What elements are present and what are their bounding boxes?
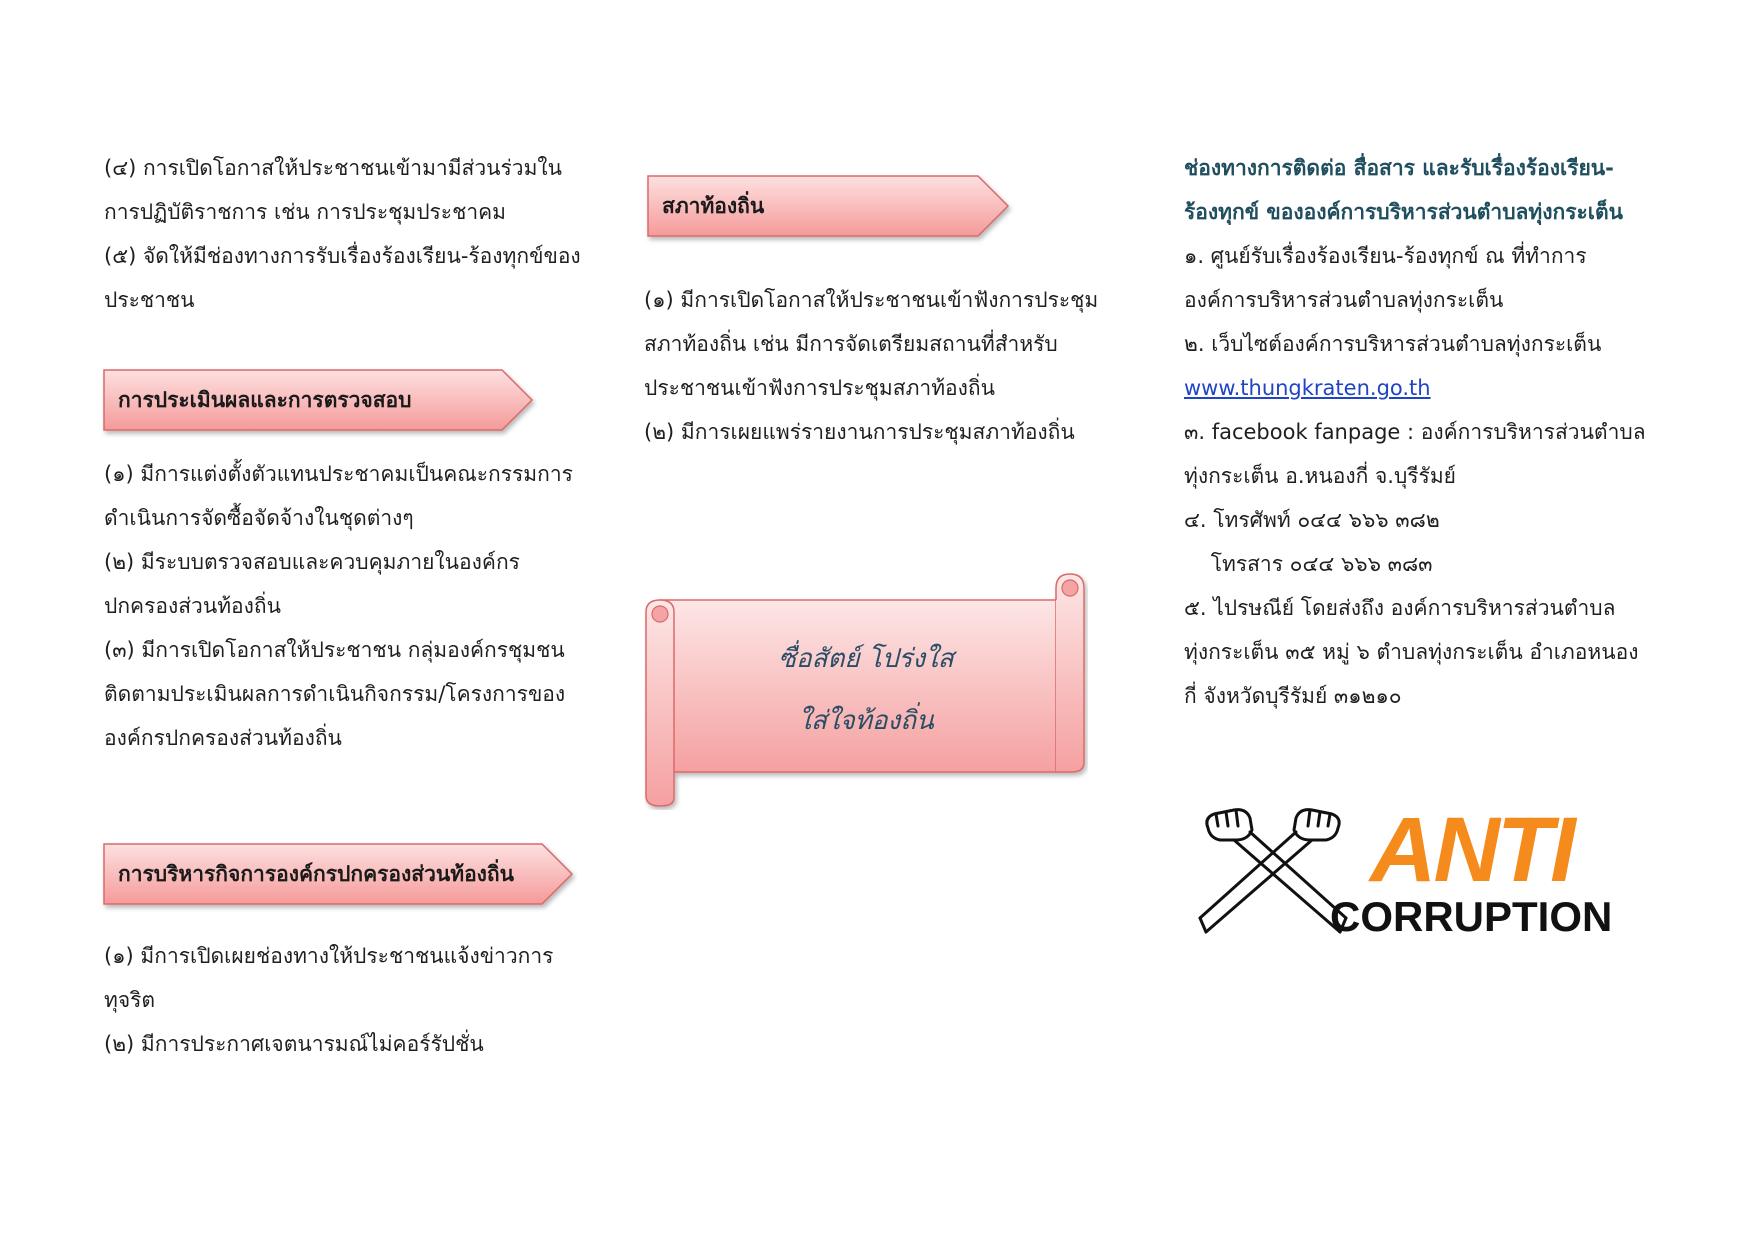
text-line: ประชาชนเข้าฟังการประชุมสภาท้องถิ่น — [644, 376, 995, 400]
banner-label: การบริหารกิจการองค์กรปกครองส่วนท้องถิ่น — [118, 861, 515, 886]
text-line: (๔) การเปิดโอกาสให้ประชาชนเข้ามามีส่วนร่วมใน — [104, 156, 563, 180]
text-line: ๔. โทรศัพท์ ๐๔๔ ๖๖๖ ๓๘๒ — [1184, 508, 1440, 532]
text-line: ดำเนินการจัดซื้อจัดจ้างในชุดต่างๆ — [104, 506, 414, 530]
text-line: ติดตามประเมินผลการดำเนินกิจกรรม/โครงการของ — [104, 682, 566, 706]
anti-corruption-logo — [1190, 800, 1630, 950]
banner-local-council — [646, 174, 1010, 238]
motto-line-2: ใส่ใจท้องถิ่น — [798, 706, 934, 736]
motto-scroll — [644, 566, 1088, 810]
text-line: (๕) จัดให้มีช่องทางการรับเรื่องร้องเรียน-ร้องทุกข์ของ — [104, 244, 581, 268]
text-line: ทุ่งกระเต็น อ.หนองกี่ จ.บุรีรัมย์ — [1184, 464, 1456, 488]
website-link[interactable]: www.thungkraten.go.th — [1184, 376, 1431, 400]
text-line: (๒) มีการเผยแพร่รายงานการประชุมสภาท้องถิ่น — [644, 420, 1075, 444]
banner-evaluation — [102, 368, 534, 432]
text-line: องค์การบริหารส่วนตำบลทุ่งกระเต็น — [1184, 288, 1504, 312]
text-line: (๑) มีการเปิดโอกาสให้ประชาชนเข้าฟังการประชุม — [644, 288, 1099, 312]
text-line: กี่ จังหวัดบุรีรัมย์ ๓๑๒๑๐ — [1184, 684, 1402, 708]
text-line: องค์กรปกครองส่วนท้องถิ่น — [104, 726, 342, 750]
banner-label: การประเมินผลและการตรวจสอบ — [118, 387, 412, 412]
banner-label: สภาท้องถิ่น — [662, 193, 765, 218]
motto-line-1: ซื่อสัตย์ โปร่งใส — [778, 644, 954, 674]
banner-administration — [102, 842, 574, 906]
text-line: ๑. ศูนย์รับเรื่องร้องเรียน-ร้องทุกข์ ณ ที่ทำการ — [1184, 244, 1587, 268]
text-line: ปกครองส่วนท้องถิ่น — [104, 594, 281, 618]
contact-heading: ร้องทุกข์ ขององค์การบริหารส่วนตำบลทุ่งกระเต็น — [1184, 200, 1623, 224]
text-line: ๓. facebook fanpage : องค์การบริหารส่วนตำบล — [1184, 420, 1646, 444]
text-line: (๑) มีการเปิดเผยช่องทางให้ประชาชนแจ้งข่าวการ — [104, 944, 554, 968]
text-line: ทุจริต — [104, 988, 156, 1012]
contact-heading: ช่องทางการติดต่อ สื่อสาร และรับเรื่องร้องเรียน- — [1184, 156, 1614, 180]
text-line: (๒) มีระบบตรวจสอบและควบคุมภายในองค์กร — [104, 550, 520, 574]
text-line: ประชาชน — [104, 288, 195, 312]
text-line: ทุ่งกระเต็น ๓๕ หมู่ ๖ ตำบลทุ่งกระเต็น อำเภอหนอง — [1184, 640, 1639, 664]
text-line: ๒. เว็บไซต์องค์การบริหารส่วนตำบลทุ่งกระเต็น — [1184, 332, 1602, 356]
logo-word-anti: ANTI — [1370, 799, 1573, 901]
text-line: ๕. ไปรษณีย์ โดยส่งถึง องค์การบริหารส่วนตำบล — [1184, 596, 1616, 620]
text-line: สภาท้องถิ่น เช่น มีการจัดเตรียมสถานที่สำหรับ — [644, 332, 1058, 356]
text-line: (๑) มีการแต่งตั้งตัวแทนประชาคมเป็นคณะกรรมการ — [104, 462, 573, 486]
text-line: (๒) มีการประกาศเจตนารมณ์ไม่คอร์รัปชั่น — [104, 1032, 484, 1056]
logo-word-corruption: CORRUPTION — [1330, 893, 1613, 940]
scroll-shape — [644, 566, 1088, 810]
text-line: โทรสาร ๐๔๔ ๖๖๖ ๓๘๓ — [1184, 552, 1433, 576]
text-line: การปฏิบัติราชการ เช่น การประชุมประชาคม — [104, 200, 507, 224]
text-line: (๓) มีการเปิดโอกาสให้ประชาชน กลุ่มองค์กรชุมชน — [104, 638, 565, 662]
